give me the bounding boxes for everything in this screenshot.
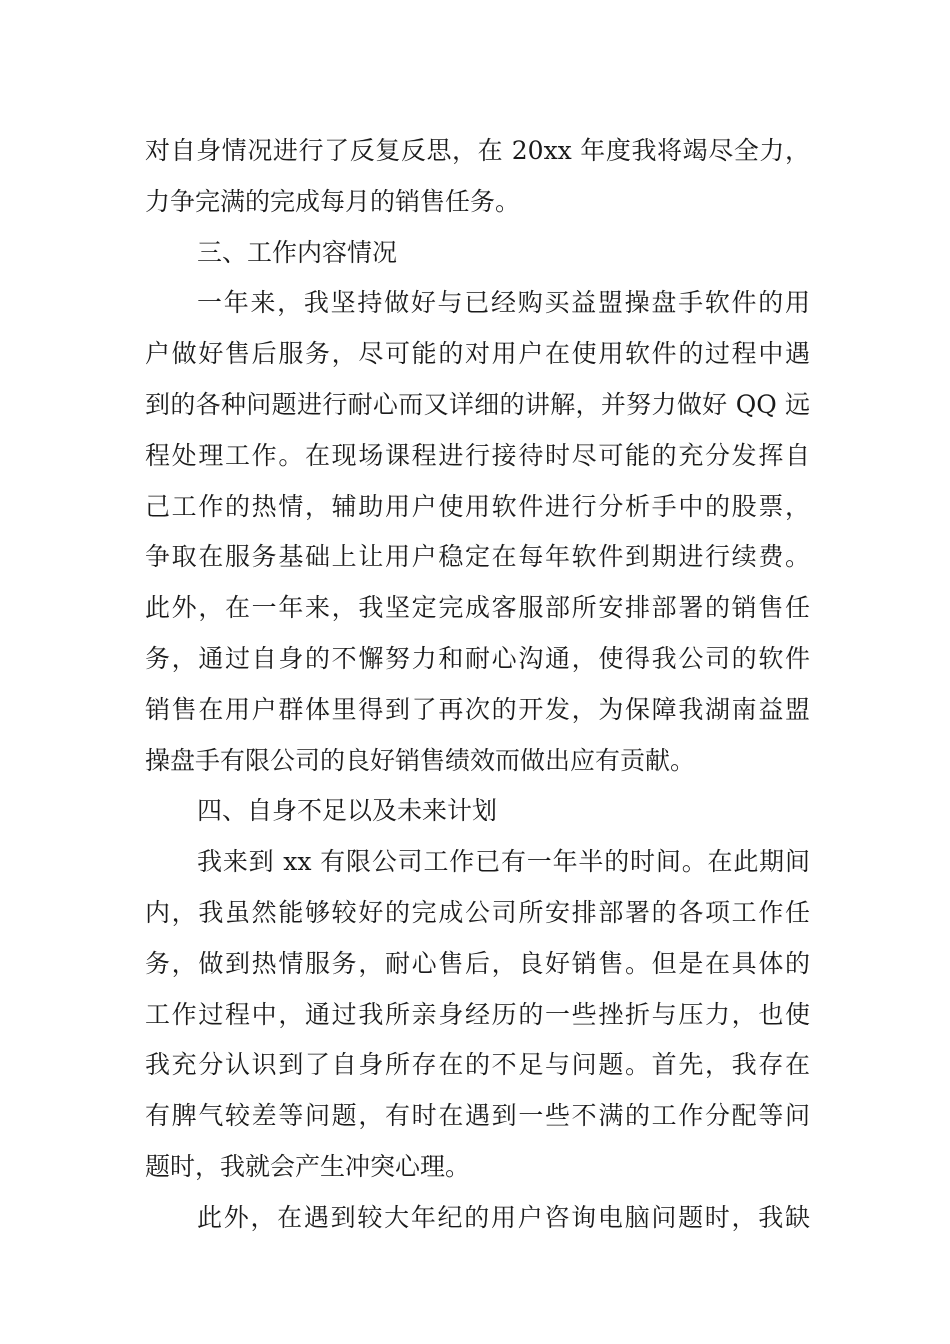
text-line: 有脾气较差等问题，有时在遇到一些不满的工作分配等问 [145,1101,810,1131]
text-line: 操盘手有限公司的良好销售绩效而做出应有贡献。 [145,745,696,775]
text-line: 此外，在一年来，我坚定完成客服部所安排部署的销售任 [145,593,810,623]
section-heading: 四、自身不足以及未来计划 [197,796,498,826]
text-line: 力争完满的完成每月的销售任务。 [145,186,521,216]
text-line: 务，做到热情服务，耐心售后，良好销售。但是在具体的 [145,948,810,978]
text-line: 务，通过自身的不懈努力和耐心沟通，使得我公司的软件 [145,643,810,673]
text-line: 己工作的热情，辅助用户使用软件进行分析手中的股票， [145,491,810,521]
document-body [145,126,810,1244]
text-line: 我来到 xx 有限公司工作已有一年半的时间。在此期间 [197,847,810,877]
text-line: 对自身情况进行了反复反思，在 20xx 年度我将竭尽全力， [145,136,810,165]
text-line: 户做好售后服务，尽可能的对用户在使用软件的过程中遇 [145,339,810,369]
section-heading: 三、工作内容情况 [197,237,398,267]
text-line: 我充分认识到了自身所存在的不足与问题。首先，我存在 [145,1050,810,1080]
text-line: 一年来，我坚持做好与已经购买益盟操盘手软件的用 [197,288,810,318]
text-line: 工作过程中，通过我所亲身经历的一些挫折与压力，也使 [145,999,810,1029]
text-line: 争取在服务基础上让用户稳定在每年软件到期进行续费。 [145,542,810,572]
text-line: 内，我虽然能够较好的完成公司所安排部署的各项工作任 [145,897,810,927]
text-line: 此外，在遇到较大年纪的用户咨询电脑问题时，我缺 [197,1202,810,1232]
text-line: 程处理工作。在现场课程进行接待时尽可能的充分发挥自 [145,440,810,470]
text-line: 到的各种问题进行耐心而又详细的讲解，并努力做好 QQ 远 [145,389,810,419]
text-line: 题时，我就会产生冲突心理。 [145,1151,471,1181]
text-line: 销售在用户群体里得到了再次的开发，为保障我湖南益盟 [145,694,810,724]
